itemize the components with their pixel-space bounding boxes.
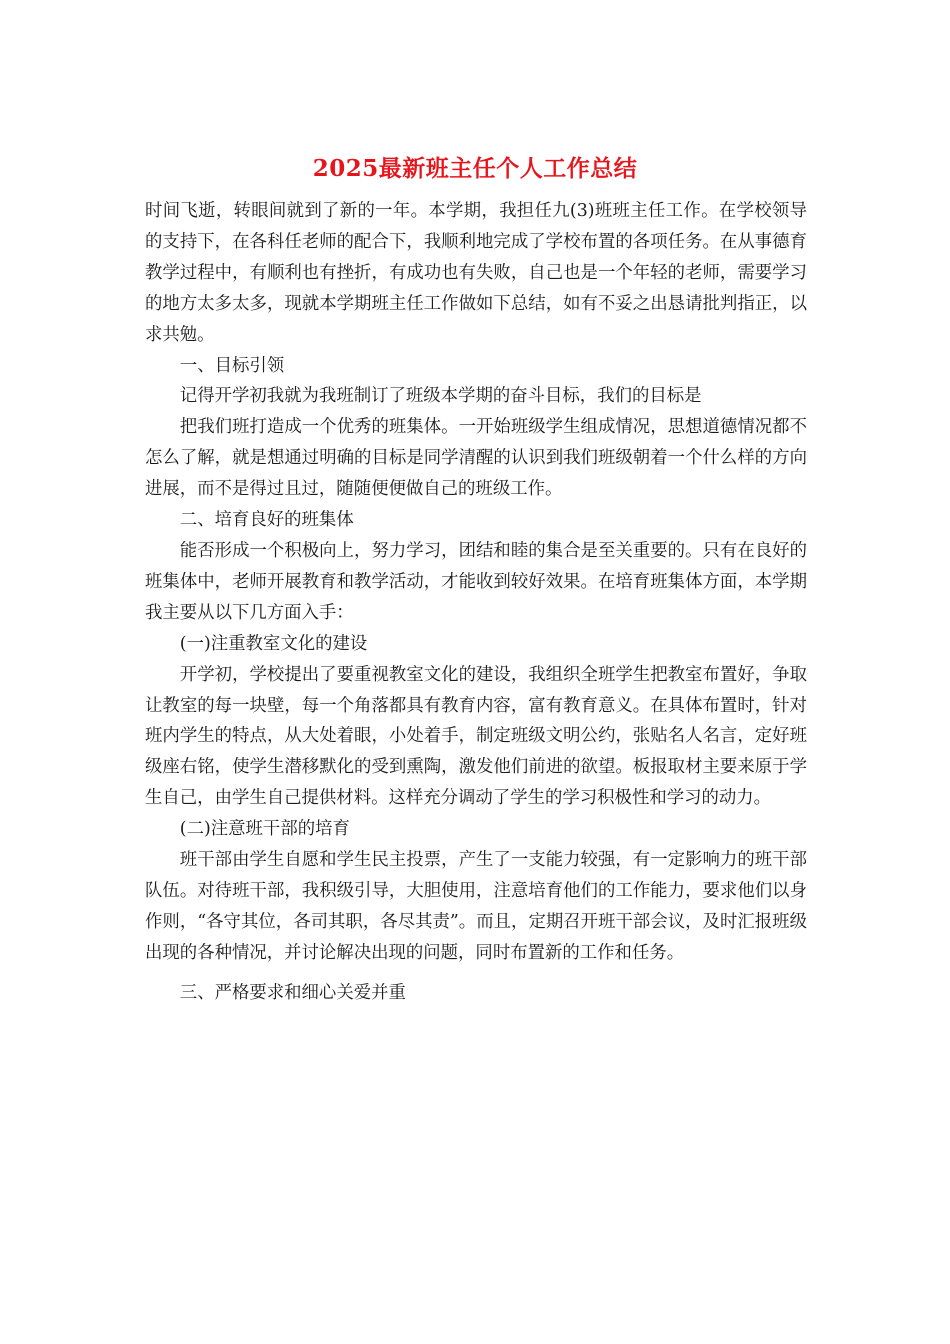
paragraph: 把我们班打造成一个优秀的班集体。一开始班级学生组成情况，思想道德情况都不怎么了解，就是想通过明确的目标是同学清醒的认识到我们班级朝着一个什么样的方向进展，而不是得过且过，随随便便做自己的班级工作。 [145,417,807,500]
subsection-heading-classroom-culture: (一)注重教室文化的建设 [179,633,368,654]
section-heading-strict-and-care: 三、严格要求和细心关爱并重 [179,982,406,1003]
document-body [145,196,807,1009]
section-heading-class-collective: 二、培育良好的班集体 [179,510,354,531]
paragraph: 班干部由学生自愿和学生民主投票，产生了一支能力较强，有一定影响力的班干部队伍。对待班干部，我积级引导，大胆使用，注意培育他们的工作能力，要求他们以身作则，“各守其位，各司其职，各尽其责”。而且，定期召开班干部会议，及时汇报班级出现的各种情况，并讨论解决出现的问题，同时布置新的工作和任务。 [145,850,807,963]
document-title: 2025最新班主任个人工作总结 [312,155,638,182]
paragraph: 开学初，学校提出了要重视教室文化的建设，我组织全班学生把教室布置好，争取让教室的每一块壁，每一个角落都具有教育内容，富有教育意义。在具体布置时，针对班内学生的特点，从大处着眼，小处着手，制定班级文明公约，张贴名人名言，定好班级座右铭，使学生潜移默化的受到熏陶，激发他们前进的欲望。板报取材主要来原于学生自己，由学生自己提供材料。这样充分调动了学生的学习积极性和学习的动力。 [145,664,807,809]
paragraph: 能否形成一个积极向上，努力学习，团结和睦的集合是至关重要的。只有在良好的班集体中，老师开展教育和教学活动，才能收到较好效果。在培育班集体方面，本学期我主要从以下几方面入手： [145,540,807,623]
subsection-heading-class-leaders: (二)注意班干部的培育 [179,819,350,840]
paragraph: 记得开学初我就为我班制订了班级本学期的奋斗目标，我们的目标是 [179,386,702,407]
section-heading-goal: 一、目标引领 [179,355,285,376]
intro-paragraph: 时间飞逝，转眼间就到了新的一年。本学期，我担任九(3)班班主任工作。在学校领导的支持下，在各科任老师的配合下，我顺利地完成了学校布置的各项任务。在从事德育教学过程中，有顺利也有挫折，有成功也有失败，自己也是一个年轻的老师，需要学习的地方太多太多，现就本学期班主任工作做如下总结，如有不妥之出恳请批判指正，以求共勉。 [145,201,807,345]
